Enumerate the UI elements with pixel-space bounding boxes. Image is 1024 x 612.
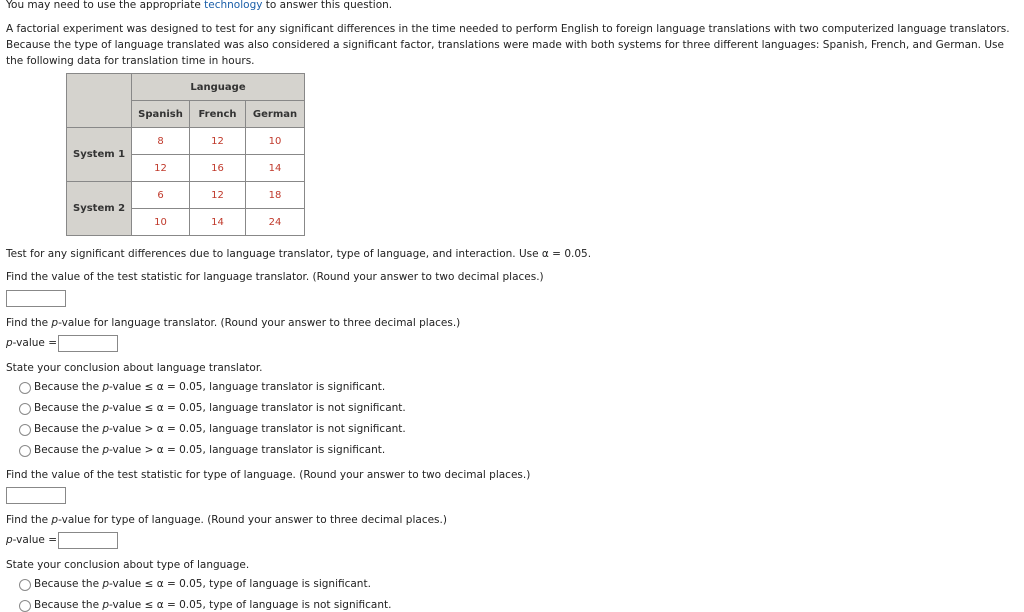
problem-intro: A factorial experiment was designed to test for any significant differences in the time needed to perform English to foreign language translations with two computerized language translators. Because the type of language translated was also considered a significant factor, translations were made with both systems for three different languages: Spanish, French, and German. Use the following data for translation time in hours. bbox=[6, 23, 1010, 67]
option-label-3 bbox=[34, 423, 406, 435]
instructions-suffix: to answer this question. bbox=[265, 0, 393, 11]
question-text: -value for type of language. (Round your answer to three decimal places.) bbox=[58, 514, 447, 526]
table-cell: 18 bbox=[246, 182, 305, 209]
option-label-2 bbox=[34, 402, 406, 414]
pvalue-translator-input[interactable] bbox=[58, 335, 118, 352]
translation-time-table bbox=[66, 73, 305, 236]
question-pvalue-translator bbox=[6, 317, 460, 329]
p-symbol: p bbox=[102, 444, 110, 456]
radio-option-4[interactable] bbox=[19, 445, 31, 457]
option-text: -value ≤ α = 0.05, language translator is significant. bbox=[109, 381, 386, 393]
table-cell: 6 bbox=[132, 182, 190, 209]
pvalue-label-translator bbox=[6, 337, 57, 349]
pvalue-language-input[interactable] bbox=[58, 532, 118, 549]
p-symbol: p bbox=[102, 381, 110, 393]
table-cell: 24 bbox=[246, 209, 305, 236]
option-label-5 bbox=[34, 578, 371, 590]
instructions-prefix: You may need to use the appropriate bbox=[6, 0, 201, 11]
table-cell: 10 bbox=[132, 209, 190, 236]
table-cell: 14 bbox=[190, 209, 246, 236]
table-cell: 10 bbox=[246, 128, 305, 155]
question-test-statistic-language: Find the value of the test statistic for type of language. (Round your answer to two decimal places.) bbox=[6, 469, 531, 481]
table-cell: 14 bbox=[246, 155, 305, 182]
p-symbol: p bbox=[51, 317, 59, 329]
column-header-spanish: Spanish bbox=[132, 101, 190, 128]
question-conclusion-language: State your conclusion about type of language. bbox=[6, 559, 250, 571]
column-header-french: French bbox=[190, 101, 246, 128]
radio-option-6[interactable] bbox=[19, 600, 31, 612]
pvalue-label-text: -value = bbox=[12, 534, 57, 546]
p-symbol: p bbox=[102, 423, 110, 435]
option-text: Because the bbox=[34, 423, 103, 435]
instructions-line bbox=[6, 0, 392, 12]
p-symbol: p bbox=[102, 599, 110, 611]
test-instruction: Test for any significant differences due to language translator, type of language, and interaction. Use α = 0.05. bbox=[6, 248, 592, 260]
option-text: -value > α = 0.05, language translator is not significant. bbox=[109, 423, 406, 435]
option-text: Because the bbox=[34, 578, 103, 590]
p-symbol: p bbox=[6, 534, 13, 546]
option-text: -value > α = 0.05, language translator is significant. bbox=[109, 444, 386, 456]
option-text: Because the bbox=[34, 402, 103, 414]
question-pvalue-language bbox=[6, 514, 447, 526]
column-header-german: German bbox=[246, 101, 305, 128]
option-text: Because the bbox=[34, 599, 103, 611]
table-cell: 8 bbox=[132, 128, 190, 155]
p-symbol: p bbox=[102, 578, 110, 590]
question-test-statistic-translator: Find the value of the test statistic for language translator. (Round your answer to two decimal places.) bbox=[6, 271, 544, 283]
option-text: -value ≤ α = 0.05, type of language is significant. bbox=[109, 578, 371, 590]
table-cell: 16 bbox=[190, 155, 246, 182]
option-text: Because the bbox=[34, 444, 103, 456]
radio-option-3[interactable] bbox=[19, 424, 31, 436]
pvalue-label-language bbox=[6, 534, 57, 546]
radio-option-1[interactable] bbox=[19, 382, 31, 394]
question-text: Find the bbox=[6, 514, 52, 526]
row-header-system-1: System 1 bbox=[67, 128, 132, 182]
test-statistic-language-input[interactable] bbox=[6, 487, 66, 504]
p-symbol: p bbox=[6, 337, 13, 349]
row-header-system-2: System 2 bbox=[67, 182, 132, 236]
language-header: Language bbox=[132, 74, 305, 101]
radio-option-5[interactable] bbox=[19, 579, 31, 591]
option-text: -value ≤ α = 0.05, language translator is not significant. bbox=[109, 402, 406, 414]
p-symbol: p bbox=[51, 514, 59, 526]
radio-option-2[interactable] bbox=[19, 403, 31, 415]
option-label-1 bbox=[34, 381, 385, 393]
option-text: Because the bbox=[34, 381, 103, 393]
table-cell: 12 bbox=[132, 155, 190, 182]
table-cell: 12 bbox=[190, 128, 246, 155]
pvalue-label-text: -value = bbox=[12, 337, 57, 349]
question-text: Find the bbox=[6, 317, 52, 329]
table-corner bbox=[67, 74, 132, 128]
table-cell: 12 bbox=[190, 182, 246, 209]
option-text: -value ≤ α = 0.05, type of language is not significant. bbox=[109, 599, 392, 611]
option-label-4 bbox=[34, 444, 385, 456]
technology-link[interactable]: technology bbox=[204, 0, 263, 11]
question-text: -value for language translator. (Round your answer to three decimal places.) bbox=[58, 317, 461, 329]
option-label-6 bbox=[34, 599, 391, 611]
p-symbol: p bbox=[102, 402, 110, 414]
question-conclusion-translator: State your conclusion about language translator. bbox=[6, 362, 263, 374]
test-statistic-translator-input[interactable] bbox=[6, 290, 66, 307]
